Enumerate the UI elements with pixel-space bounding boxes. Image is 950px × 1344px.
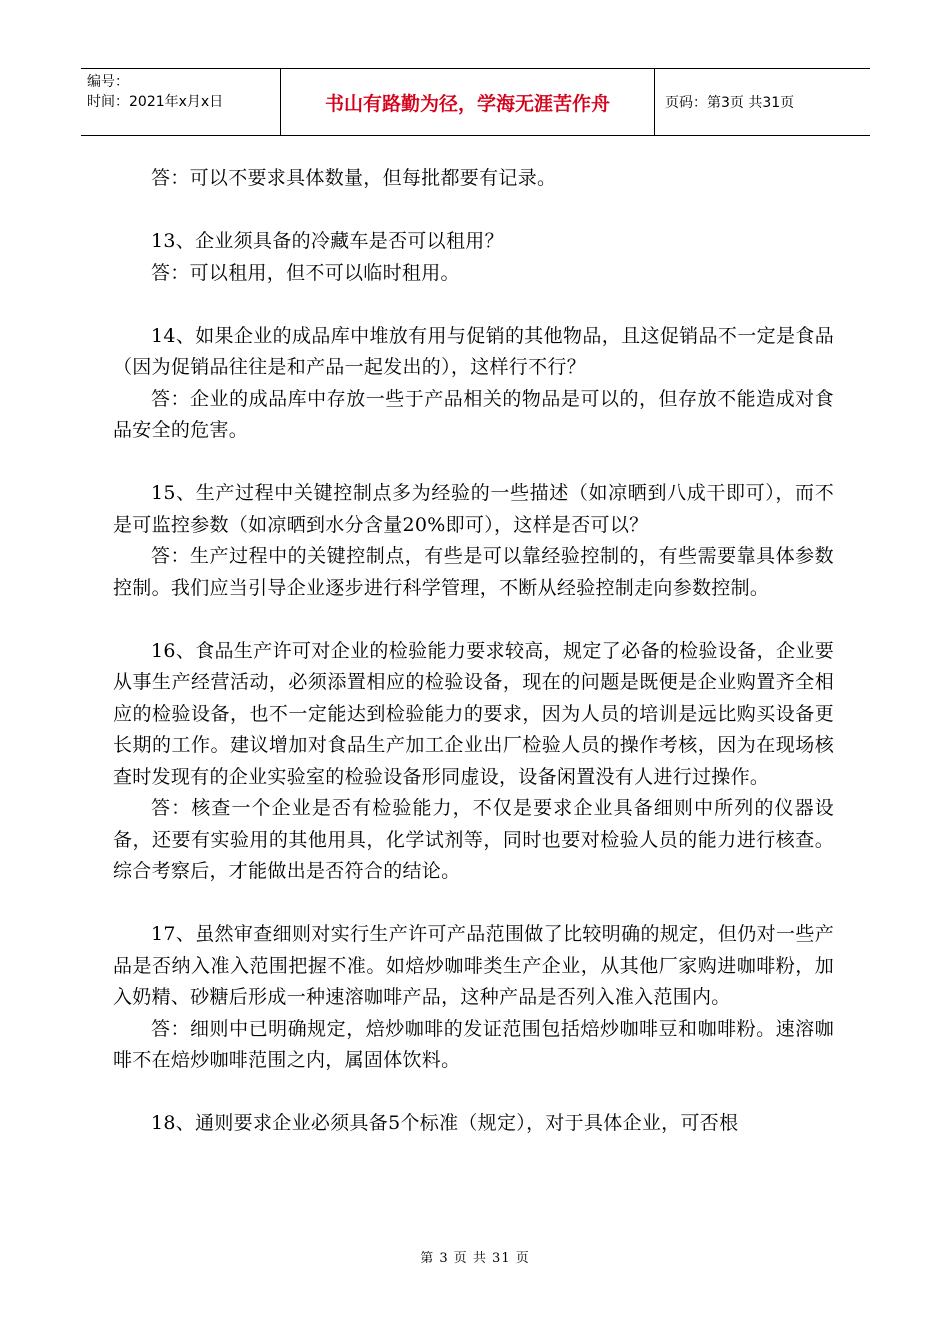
page-header (81, 68, 870, 136)
header-meta (81, 69, 281, 135)
question-paragraph: 15、生产过程中关键控制点多为经验的一些描述（如凉晒到八成干即可），而不是可监控参数（如凉晒到水分含量20%即可），这样是否可以？ (113, 482, 834, 536)
answer-paragraph: 答：生产过程中的关键控制点，有些是可以靠经验控制的，有些需要靠具体参数控制。我们应当引导企业逐步进行科学管理，不断从经验控制走向参数控制。 (113, 545, 834, 599)
paragraph-spacer (113, 447, 834, 479)
answer-paragraph: 答：核查一个企业是否有检验能力，不仅是要求企业具备细则中所列的仪器设备，还要有实验用的其他用具，化学试剂等，同时也要对检验人员的能力进行核查。综合考察后，才能做出是否符合的结论。 (113, 797, 834, 882)
paragraph-spacer (113, 888, 834, 920)
paragraph-spacer (113, 195, 834, 227)
header-page-code: 页码：第3页 共31页 (665, 95, 795, 111)
paragraph-spacer (113, 289, 834, 321)
paragraph-spacer (113, 604, 834, 636)
question-paragraph: 13、企业须具备的冷藏车是否可以租用？ (151, 230, 504, 252)
paragraph-spacer (113, 1077, 834, 1109)
question-paragraph: 16、食品生产许可对企业的检验能力要求较高，规定了必备的检验设备，企业要从事生产经营活动，必须添置相应的检验设备，现在的问题是既便是企业购置齐全相应的检验设备，也不一定能达到检验能力的要求，因为人员的培训是远比购买设备更长期的工作。建议增加对食品生产加工企业出厂检验人员的操作考核，因为在现场核查时发现有的企业实验室的检验设备形同虚设，设备闲置没有人进行过操作。 (113, 639, 834, 788)
answer-paragraph: 答：可以租用，但不可以临时租用。 (151, 261, 460, 284)
document-body (113, 163, 834, 1140)
header-motto: 书山有路勤为径，学海无涯苦作舟 (281, 69, 655, 135)
answer-paragraph: 答：可以不要求具体数量，但每批都要有记录。 (151, 167, 557, 189)
document-time-label: 时间：2021年x月x日 (87, 94, 224, 110)
answer-paragraph: 答：企业的成品库中存放一些于产品相关的物品是可以的，但存放不能造成对食品安全的危害。 (113, 387, 834, 441)
question-paragraph: 18、通则要求企业必须具备5个标准（规定），对于具体企业，可否根 (151, 1112, 739, 1134)
answer-paragraph: 答：细则中已明确规定，焙炒咖啡的发证范围包括焙炒咖啡豆和咖啡粉。速溶咖啡不在焙炒咖啡范围之内，属固体饮料。 (113, 1017, 834, 1071)
question-paragraph: 14、如果企业的成品库中堆放有用与促销的其他物品，且这促销品不一定是食品（因为促销品往往是和产品一起发出的），这样行不行？ (113, 324, 834, 378)
document-number-label: 编号： (87, 74, 129, 90)
question-paragraph: 17、虽然审查细则对实行生产许可产品范围做了比较明确的规定，但仍对一些产品是否纳入准入范围把握不准。如焙炒咖啡类生产企业，从其他厂家购进咖啡粉，加入奶精、砂糖后形成一种速溶咖啡产品，这种产品是否列入准入范围内。 (113, 923, 834, 1008)
page-footer: 第 3 页 共 31 页 (420, 1251, 530, 1266)
